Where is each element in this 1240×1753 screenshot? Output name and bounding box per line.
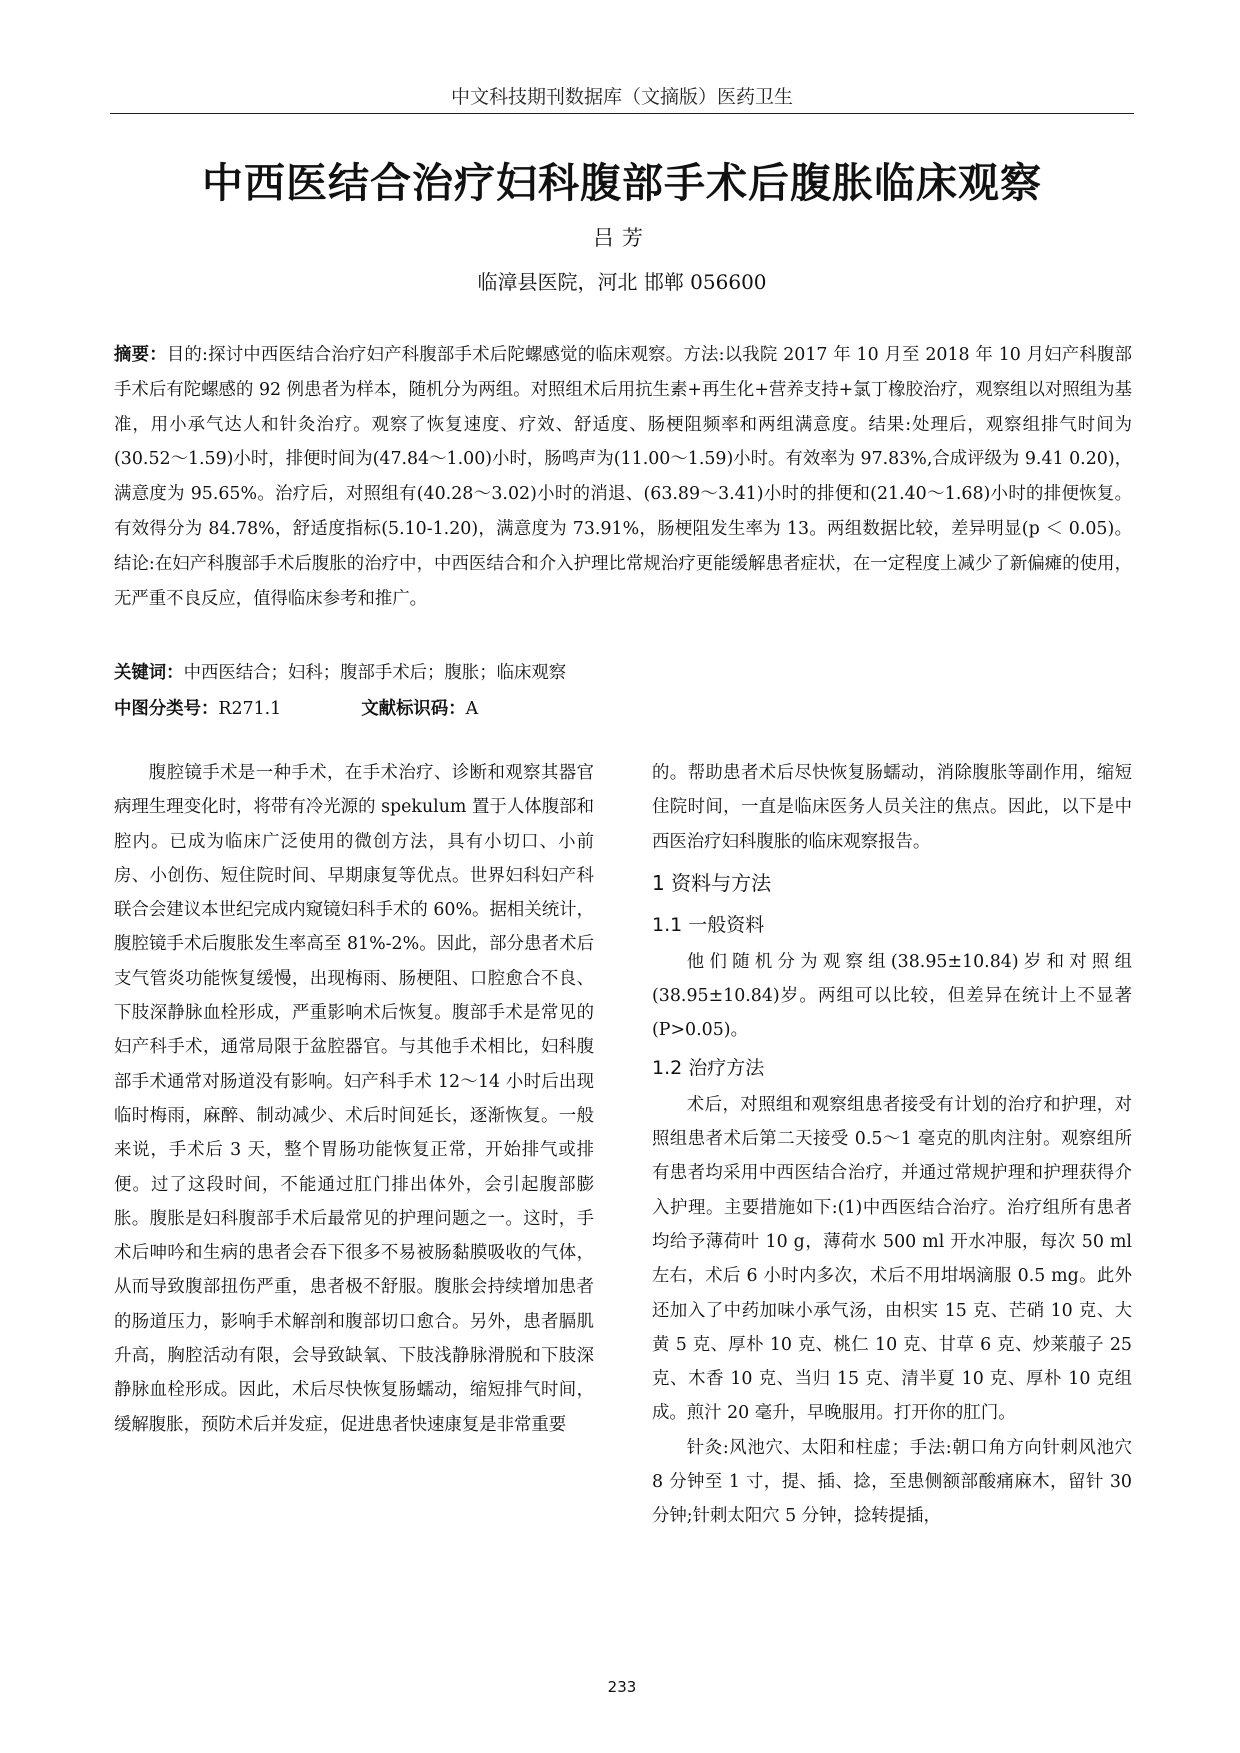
body-left-column <box>114 756 594 1442</box>
subsection-heading-treatment-method: 1.2 治疗方法 <box>652 1056 765 1079</box>
acupuncture-paragraph: 针灸:风池穴、太阳和柱虚；手法:朝口角方向针刺风池穴 8 分钟至 1 寸，提、插、捻，至患侧额部酸痛麻木，留针 30 分钟;针刺太阳穴 5 分钟，捻转提插， <box>652 1437 1132 1527</box>
body-right-column <box>652 756 1132 1534</box>
page-number: 233 <box>607 1678 637 1696</box>
subsection-heading-general-data: 1.1 一般资料 <box>652 913 765 936</box>
keywords <box>114 656 1132 690</box>
abstract-text: 目的:探讨中西医结合治疗妇产科腹部手术后陀螺感觉的临床观察。方法:以我院 2017 年 10 月至 2018 年 10 月妇产科腹部手术后有陀螺感的 92 例患者为样本，随机分为两组。对照组术后用抗生素+再生化+营养支持+氯丁橡胶治疗，观察组以对照组为基准，用小承气达人和针灸治疗。观察了恢复速度、疗效、舒适度、肠梗阻频率和两组满意度。结果:处理后，观察组排气时间为(30.52～1.59)小时，排便时间为(47.84～1.00)小时，肠鸣声为(11.00～1.59)小时。有效率为 97.83%,合成评级为 9.41 0.20)，满意度为 95.65%。治疗后，对照组有(40.28～3.02)小时的消退、(63.89～3.41)小时的排便和(21.40～1.68)小时的排便恢复。有效得分为 84.78%，舒适度指标(5.10-1.20)，满意度为 73.91%，肠梗阻发生率为 13。两组数据比较，差异明显(p ＜ 0.05)。结论:在妇产科腹部手术后腹胀的治疗中，中西医结合和介入护理比常规治疗更能缓解患者症状，在一定程度上减少了新偏瘫的使用，无严重不良反应，值得临床参考和推广。 <box>114 345 1132 609</box>
keywords-label: 关键词： <box>114 663 184 683</box>
abstract <box>114 338 1132 616</box>
doc-code-value: A <box>465 699 479 719</box>
classification-line <box>114 692 1132 726</box>
header-divider <box>110 113 1134 114</box>
intro-paragraph: 腹腔镜手术是一种手术，在手术治疗、诊断和观察其器官病理生理变化时，将带有冷光源的 spekulum 置于人体腹部和腔内。已成为临床广泛使用的微创方法，具有小切口、小前房、小创伤、短住院时间、早期康复等优点。世界妇科妇产科联合会建议本世纪完成内窥镜妇科手术的 60%。据相关统计，腹腔镜手术后腹胀发生率高至 81%-2%。因此，部分患者术后支气管炎功能恢复缓慢，出现梅雨、肠梗阻、口腔愈合不良、下肢深静脉血栓形成，严重影响术后恢复。腹部手术是常见的妇产科手术，通常局限于盆腔器官。与其他手术相比，妇科腹部手术通常对肠道没有影响。妇产科手术 12～14 小时后出现临时梅雨，麻醉、制动减少、术后时间延长，逐渐恢复。一般来说，手术后 3 天，整个胃肠功能恢复正常，开始排气或排便。过了这段时间，不能通过肛门排出体外，会引起腹部膨胀。腹胀是妇科腹部手术后最常见的护理问题之一。这时，手术后呻吟和生病的患者会吞下很多不易被肠黏膜吸收的气体，从而导致腹部扭伤严重，患者极不舒服。腹胀会持续增加患者的肠道压力，影响手术解剖和腹部切口愈合。另外，患者膈肌升高，胸腔活动有限，会导致缺氧、下肢浅静脉滑脱和下肢深静脉血栓形成。因此，术后尽快恢复肠蠕动，缩短排气时间，缓解腹胀，预防术后并发症，促进患者快速康复是非常重要 <box>114 763 594 1435</box>
doc-code-label: 文献标识码： <box>361 699 466 719</box>
keywords-text: 中西医结合；妇科；腹部手术后；腹胀；临床观察 <box>183 663 567 683</box>
running-header: 中文科技期刊数据库（文摘版）医药卫生 <box>450 86 793 108</box>
treatment-paragraph: 术后，对照组和观察组患者接受有计划的治疗和护理，对照组患者术后第二天接受 0.5～1 毫克的肌肉注射。观察组所有患者均采用中西医结合治疗，并通过常规护理和护理获得介入护理。主要措施如下:(1)中西医结合治疗。治疗组所有患者均给予薄荷叶 10 g，薄荷水 500 ml 开水冲服，每次 50 ml 左右，术后 6 小时内多次，术后不用坩埚滴服 0.5 mg。此外还加入了中药加味小承气汤，由枳实 15 克、芒硝 10 克、大黄 5 克、厚朴 10 克、桃仁 10 克、甘草 6 克、炒莱菔子 25 克、木香 10 克、当归 15 克、清半夏 10 克、厚朴 10 克组成。煎汁 20 毫升，早晚服用。打开你的肛门。 <box>652 1094 1132 1424</box>
author-affiliation: 临漳县医院，河北 邯郸 056600 <box>477 270 767 294</box>
author-name: 吕芳 <box>593 226 651 250</box>
article-title: 中西医结合治疗妇科腹部手术后腹胀临床观察 <box>202 159 1042 207</box>
clc-value: R271.1 <box>218 699 282 719</box>
section-heading-materials-methods: 1 资料与方法 <box>652 870 772 895</box>
abstract-label: 摘要： <box>114 345 167 365</box>
general-data-paragraph: 他们随机分为观察组(38.95±10.84)岁和对照组(38.95±10.84)岁。两组可以比较，但差异在统计上不显著(P>0.05)。 <box>652 951 1132 1041</box>
intro-continuation: 的。帮助患者术后尽快恢复肠蠕动，消除腹胀等副作用，缩短住院时间，一直是临床医务人员关注的焦点。因此，以下是中西医治疗妇科腹胀的临床观察报告。 <box>652 763 1132 852</box>
clc-label: 中图分类号： <box>114 699 219 719</box>
